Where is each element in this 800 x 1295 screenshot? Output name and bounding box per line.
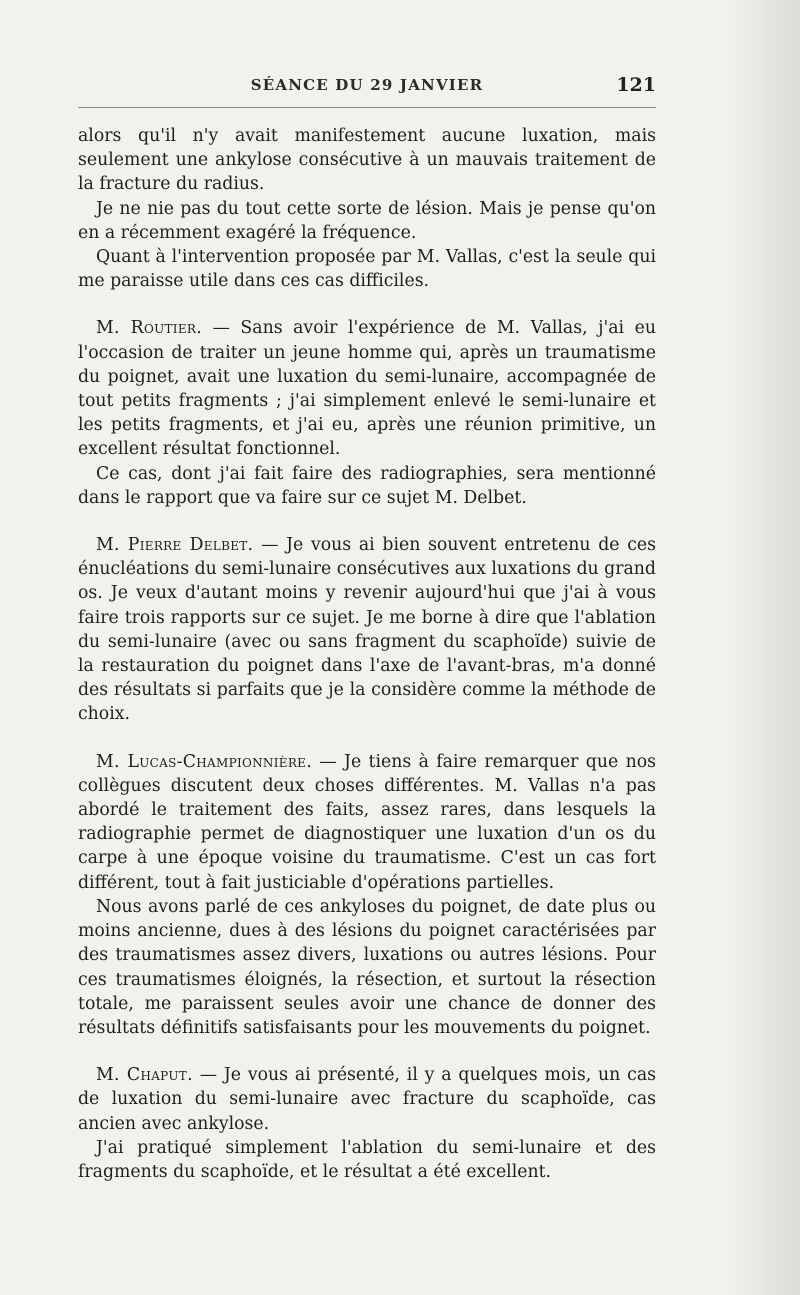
paragraph-2: Je ne nie pas du tout cette sorte de lésion. Mais je pense qu'on en a récemment exagéré la fréquence. <box>78 198 656 243</box>
speaker-paragraph-lucas-championniere <box>78 750 656 895</box>
speaker-name-delbet: M. Pierre Delbet. <box>96 535 254 556</box>
paragraph-5: Ce cas, dont j'ai fait faire des radiographies, sera mentionné dans le rapport que va faire sur ce sujet M. Delbet. <box>78 463 656 508</box>
paragraph-3: Quant à l'intervention proposée par M. Vallas, c'est la seule qui me paraisse utile dans ces cas difficiles. <box>78 247 656 292</box>
speaker-paragraph-delbet <box>78 533 656 727</box>
paragraph-4-text: — Sans avoir l'expérience de M. Vallas, j'ai eu l'occasion de traiter un jeune homme qui, après un traumatisme du poignet, avait une luxation du semi-lunaire, accompagnée de tout petits fragments ; j'ai simplement enlevé le semi-lunaire et les petits fragments, et j'ai eu, après une réunion primitive, un excellent résultat fonctionnel. <box>78 318 656 460</box>
paragraph-6-text: — Je vous ai bien souvent entretenu de ces énucléations du semi-lunaire consécutives aux luxations du grand os. Je veux d'autant moins y revenir aujourd'hui que j'ai à vous faire trois rapports sur ce sujet. Je me borne à dire que l'ablation du semi-lunaire (avec ou sans fragment du scaphoïde) suivie de la restauration du poignet dans l'axe de l'avant-bras, m'a donné des résultats si parfaits que je la considère comme la méthode de choix. <box>78 535 656 725</box>
speaker-paragraph-routier <box>78 316 656 461</box>
paragraph-7-text: — Je tiens à faire remarquer que nos collègues discutent deux choses différentes. M. Vallas n'a pas abordé le traitement des faits, assez rares, dans lesquels la radiographie permet de diagnostiquer une luxation d'un os du carpe à une époque voisine du traumatisme. C'est un cas fort différent, tout à fait justiciable d'opérations partielles. <box>78 751 656 893</box>
body-text <box>78 124 656 1184</box>
paragraph-10: J'ai pratiqué simplement l'ablation du semi-lunaire et des fragments du scaphoïde, et le résultat a été excellent. <box>78 1137 656 1182</box>
speaker-paragraph-chaput <box>78 1063 656 1136</box>
speaker-name-lucas-championniere: M. Lucas-Championnière. <box>96 751 313 772</box>
running-title: SÉANCE DU 29 JANVIER <box>250 76 484 94</box>
page-edge-shadow <box>730 0 800 1295</box>
paragraph-8: Nous avons parlé de ces ankyloses du poignet, de date plus ou moins ancienne, dues à des lésions du poignet caractérisées par des traumatismes assez divers, luxations ou autres lésions. Pour ces traumatismes éloignés, la résection, et surtout la résection totale, me paraissent seules avoir une chance de donner des résultats définitifs satisfaisants pour les mouvements du poignet. <box>78 896 656 1038</box>
page-number: 121 <box>616 74 656 96</box>
running-head <box>78 76 656 100</box>
speaker-name-routier: M. Routier. <box>96 318 203 339</box>
paragraph-9-text: — Je vous ai présenté, il y a quelques mois, un cas de luxation du semi-lunaire avec fracture du scaphoïde, cas ancien avec ankylose. <box>78 1065 656 1134</box>
paragraph-1: alors qu'il n'y avait manifestement aucune luxation, mais seulement une ankylose consécutive à un mauvais traitement de la fracture du radius. <box>78 126 656 195</box>
header-rule <box>78 107 656 108</box>
speaker-name-chaput: M. Chaput. <box>96 1065 193 1086</box>
